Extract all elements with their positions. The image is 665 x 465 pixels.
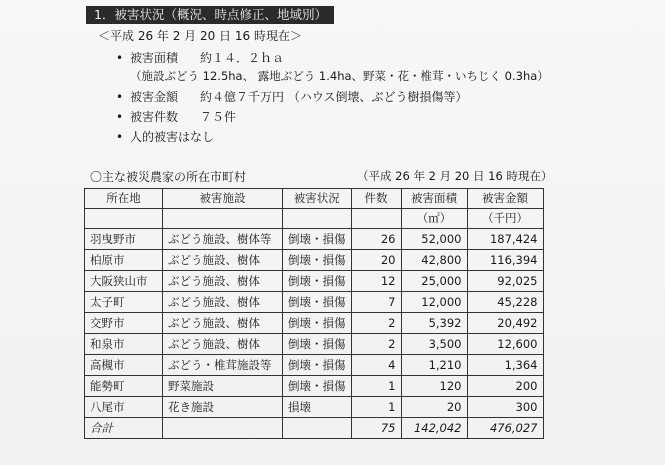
header-municipality: 所在地 bbox=[85, 189, 163, 209]
cell-area: 5,392 bbox=[401, 313, 467, 334]
cell-amount: 116,394 bbox=[467, 250, 543, 271]
cell-facility: ぶどう施設、樹体 bbox=[163, 271, 283, 292]
cell-facility: ぶどう・椎茸施設等 bbox=[163, 355, 283, 376]
header-amount: 被害金額 bbox=[467, 189, 543, 209]
total-facility bbox=[163, 418, 283, 439]
cell-municipality: 八尾市 bbox=[85, 397, 163, 418]
table-row bbox=[85, 355, 544, 376]
cell-area: 20 bbox=[401, 397, 467, 418]
cell-count: 26 bbox=[351, 229, 401, 250]
bullet-value: 約１４．２ｈａ bbox=[200, 51, 285, 65]
cell-area: 25,000 bbox=[401, 271, 467, 292]
cell-facility: ぶどう施設、樹体 bbox=[163, 250, 283, 271]
bullet-dot-icon: • bbox=[116, 90, 124, 104]
cell-municipality: 交野市 bbox=[85, 313, 163, 334]
table-row bbox=[85, 292, 544, 313]
bullet-label: 人的被害はなし bbox=[130, 130, 215, 144]
subheader-amount-unit: （千円） bbox=[467, 209, 543, 229]
cell-amount: 20,492 bbox=[467, 313, 543, 334]
cell-facility: ぶどう施設、樹体等 bbox=[163, 229, 283, 250]
cell-status: 倒壊・損傷 bbox=[283, 250, 352, 271]
damage-table bbox=[84, 188, 544, 439]
table-as-of-date: （平成 26 年 2 月 20 日 16 時現在） bbox=[357, 169, 553, 183]
table-row bbox=[85, 271, 544, 292]
bullet-value: ７５件 bbox=[200, 110, 237, 124]
header-area: 被害面積 bbox=[401, 189, 467, 209]
bullet-dot-icon: • bbox=[116, 130, 124, 144]
subheader-count bbox=[351, 209, 401, 229]
cell-count: 2 bbox=[351, 313, 401, 334]
cell-count: 1 bbox=[351, 376, 401, 397]
cell-municipality: 太子町 bbox=[85, 292, 163, 313]
table-caption: 〇主な被災農家の所在市町村 bbox=[90, 170, 247, 184]
cell-status: 倒壊・損傷 bbox=[283, 313, 352, 334]
cell-area: 3,500 bbox=[401, 334, 467, 355]
cell-count: 7 bbox=[351, 292, 401, 313]
cell-status: 倒壊・損傷 bbox=[283, 376, 352, 397]
damage-area-detail: （施設ぶどう 12.5ha、 露地ぶどう 1.4ha、野菜・花・椎茸・いちじく 0.3ha） bbox=[130, 69, 549, 83]
cell-area: 12,000 bbox=[401, 292, 467, 313]
cell-status: 倒壊・損傷 bbox=[283, 271, 352, 292]
subheader-facility bbox=[163, 209, 283, 229]
bullet-dot-icon: • bbox=[116, 110, 124, 124]
cell-facility: ぶどう施設、樹体 bbox=[163, 292, 283, 313]
cell-status: 損壊 bbox=[283, 397, 352, 418]
cell-municipality: 高槻市 bbox=[85, 355, 163, 376]
bullet-damage-amount bbox=[116, 88, 467, 105]
cell-count: 1 bbox=[351, 397, 401, 418]
total-label: 合計 bbox=[85, 418, 163, 439]
subheader-area-unit: （㎡） bbox=[401, 209, 467, 229]
section-title: 1．被害状況（概況、時点修正、地域別） bbox=[86, 6, 334, 24]
total-amount: 476,027 bbox=[467, 418, 543, 439]
header-status: 被害状況 bbox=[283, 189, 352, 209]
cell-facility: 花き施設 bbox=[163, 397, 283, 418]
cell-count: 2 bbox=[351, 334, 401, 355]
cell-amount: 300 bbox=[467, 397, 543, 418]
subheader-municipality bbox=[85, 209, 163, 229]
bullet-damage-area bbox=[116, 49, 284, 66]
cell-area: 120 bbox=[401, 376, 467, 397]
cell-amount: 200 bbox=[467, 376, 543, 397]
cell-municipality: 能勢町 bbox=[85, 376, 163, 397]
table-body bbox=[85, 229, 544, 439]
cell-status: 倒壊・損傷 bbox=[283, 229, 352, 250]
cell-status: 倒壊・損傷 bbox=[283, 355, 352, 376]
total-count: 75 bbox=[351, 418, 401, 439]
bullet-label: 被害金額 bbox=[130, 90, 179, 104]
cell-amount: 92,025 bbox=[467, 271, 543, 292]
table-row bbox=[85, 334, 544, 355]
cell-amount: 187,424 bbox=[467, 229, 543, 250]
cell-facility: ぶどう施設、樹体 bbox=[163, 334, 283, 355]
table-subheader-row bbox=[85, 209, 544, 229]
table-row bbox=[85, 229, 544, 250]
subheader-status bbox=[283, 209, 352, 229]
cell-municipality: 柏原市 bbox=[85, 250, 163, 271]
cell-facility: ぶどう施設、樹体 bbox=[163, 313, 283, 334]
cell-status: 倒壊・損傷 bbox=[283, 292, 352, 313]
cell-facility: 野菜施設 bbox=[163, 376, 283, 397]
cell-municipality: 和泉市 bbox=[85, 334, 163, 355]
cell-municipality: 羽曳野市 bbox=[85, 229, 163, 250]
bullet-label: 被害面積 bbox=[130, 51, 179, 65]
cell-municipality: 大阪狭山市 bbox=[85, 271, 163, 292]
cell-area: 52,000 bbox=[401, 229, 467, 250]
header-facility: 被害施設 bbox=[163, 189, 283, 209]
table-row bbox=[85, 250, 544, 271]
cell-count: 4 bbox=[351, 355, 401, 376]
cell-amount: 1,364 bbox=[467, 355, 543, 376]
table-total-row bbox=[85, 418, 544, 439]
table-row bbox=[85, 397, 544, 418]
bullet-label: 被害件数 bbox=[130, 110, 179, 124]
cell-count: 20 bbox=[351, 250, 401, 271]
table-header-row bbox=[85, 189, 544, 209]
table-row bbox=[85, 313, 544, 334]
total-status bbox=[283, 418, 352, 439]
bullet-dot-icon: • bbox=[116, 51, 124, 65]
header-count: 件数 bbox=[351, 189, 401, 209]
as-of-date: ＜平成 26 年 2 月 20 日 16 時現在＞ bbox=[98, 29, 302, 43]
table-row bbox=[85, 376, 544, 397]
bullet-human-damage bbox=[116, 128, 214, 145]
bullet-damage-count bbox=[116, 108, 236, 125]
cell-count: 12 bbox=[351, 271, 401, 292]
cell-amount: 12,600 bbox=[467, 334, 543, 355]
cell-area: 1,210 bbox=[401, 355, 467, 376]
cell-status: 倒壊・損傷 bbox=[283, 334, 352, 355]
bullet-value: 約４億７千万円 （ハウス倒壊、ぶどう樹損傷等） bbox=[200, 90, 468, 104]
total-area: 142,042 bbox=[401, 418, 467, 439]
cell-area: 42,800 bbox=[401, 250, 467, 271]
cell-amount: 45,228 bbox=[467, 292, 543, 313]
